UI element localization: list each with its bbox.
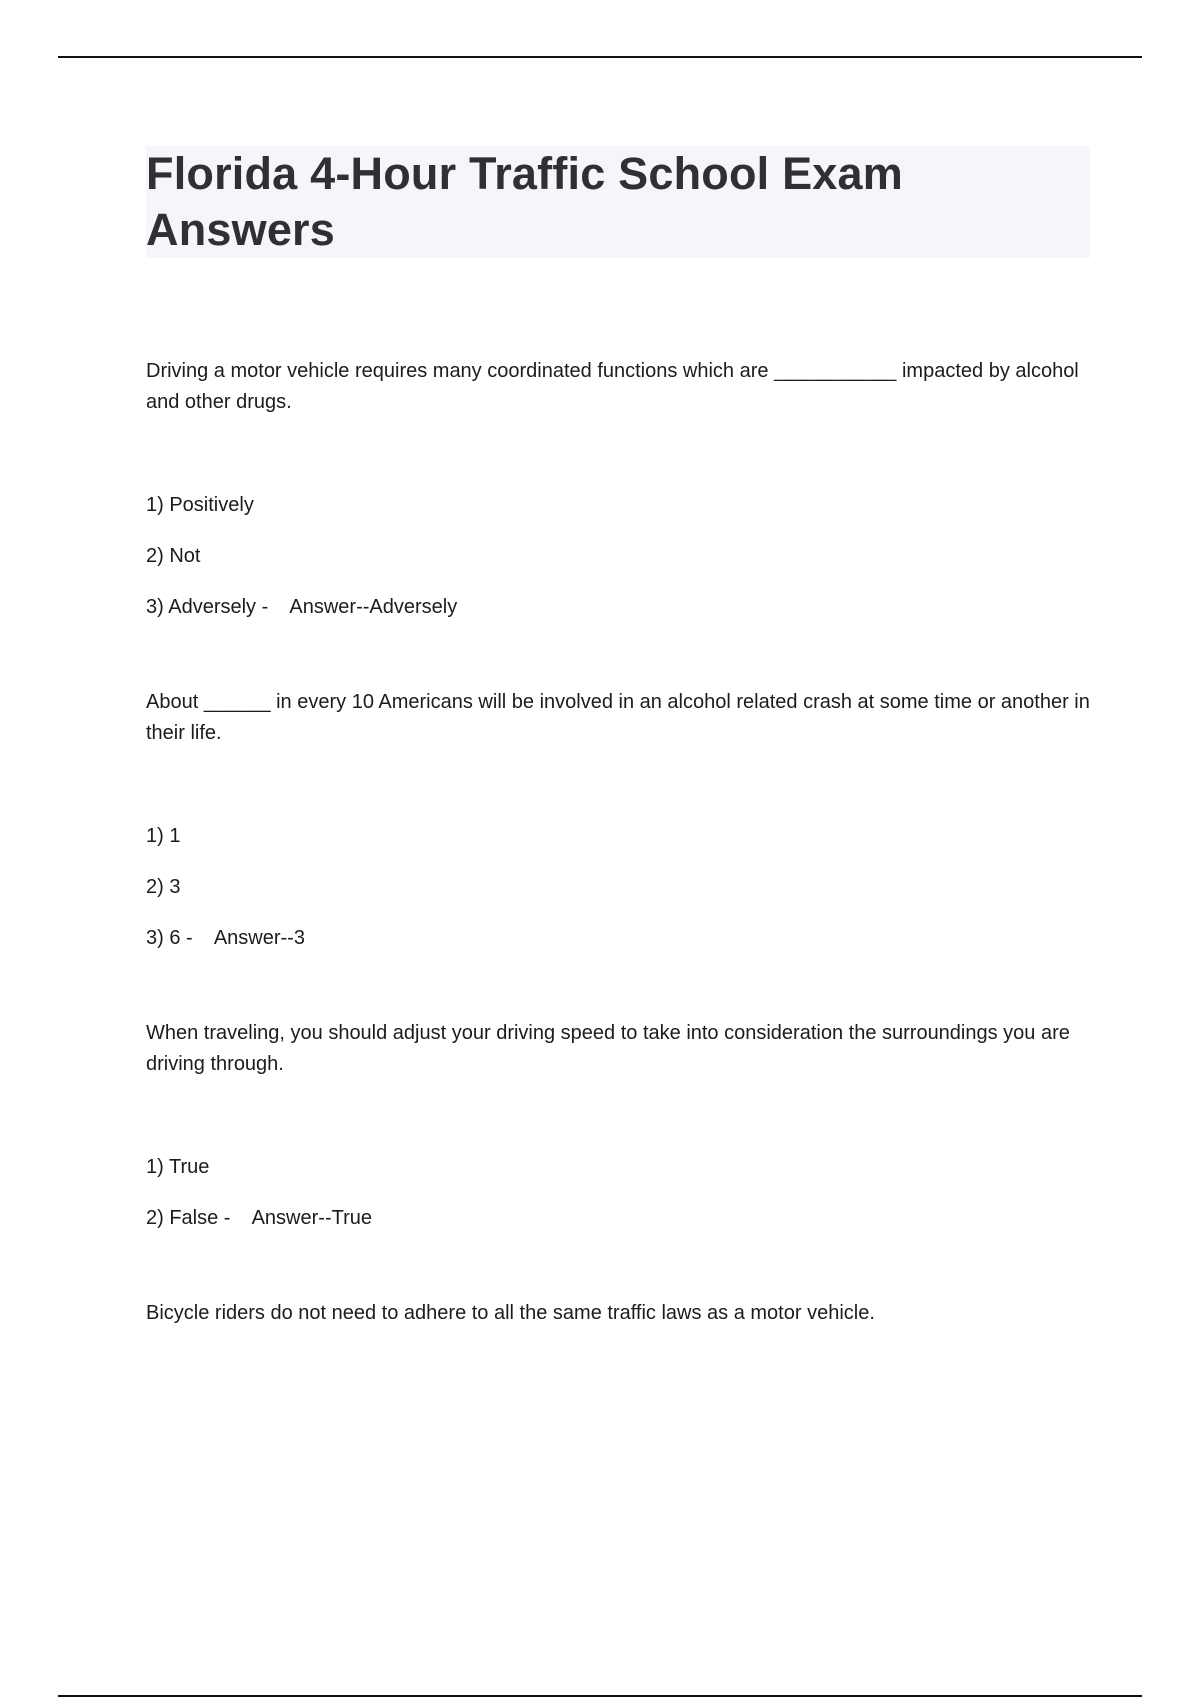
option-item: 1) True bbox=[146, 1156, 210, 1178]
question-text: When traveling, you should adjust your driving speed to take into consideration the surroundings you are driving through. bbox=[146, 1022, 1070, 1075]
option-list bbox=[146, 821, 1090, 954]
option-item: 1) Positively bbox=[146, 494, 254, 516]
option-item bbox=[146, 592, 1090, 623]
question-block bbox=[146, 1298, 1090, 1329]
question-text: Driving a motor vehicle requires many coordinated functions which are ___________ impacted by alcohol and other drugs. bbox=[146, 360, 1079, 413]
option-list bbox=[146, 490, 1090, 623]
title-banner bbox=[146, 146, 1090, 258]
answer-text: Answer--3 bbox=[213, 927, 305, 949]
option-item bbox=[146, 923, 1090, 954]
document-page bbox=[146, 146, 1090, 1329]
question-block bbox=[146, 1018, 1090, 1234]
option-label: 2) False - bbox=[146, 1207, 231, 1229]
page-title: Florida 4-Hour Traffic School Exam Answers bbox=[146, 148, 903, 255]
top-rule bbox=[58, 56, 1142, 58]
question-block bbox=[146, 356, 1090, 623]
option-item: 2) Not bbox=[146, 545, 201, 567]
option-item: 1) 1 bbox=[146, 825, 181, 847]
option-item bbox=[146, 1203, 1090, 1234]
option-item: 2) 3 bbox=[146, 876, 181, 898]
question-text: About ______ in every 10 Americans will be involved in an alcohol related crash at some time or another in their life. bbox=[146, 691, 1090, 744]
answer-text: Answer--Adversely bbox=[289, 596, 458, 618]
question-text: Bicycle riders do not need to adhere to all the same traffic laws as a motor vehicle. bbox=[146, 1302, 875, 1324]
option-label: 3) Adversely - bbox=[146, 596, 269, 618]
option-label: 3) 6 - bbox=[146, 927, 193, 949]
question-block bbox=[146, 687, 1090, 954]
answer-text: Answer--True bbox=[251, 1207, 372, 1229]
option-list bbox=[146, 1152, 1090, 1234]
bottom-rule bbox=[58, 1695, 1142, 1697]
